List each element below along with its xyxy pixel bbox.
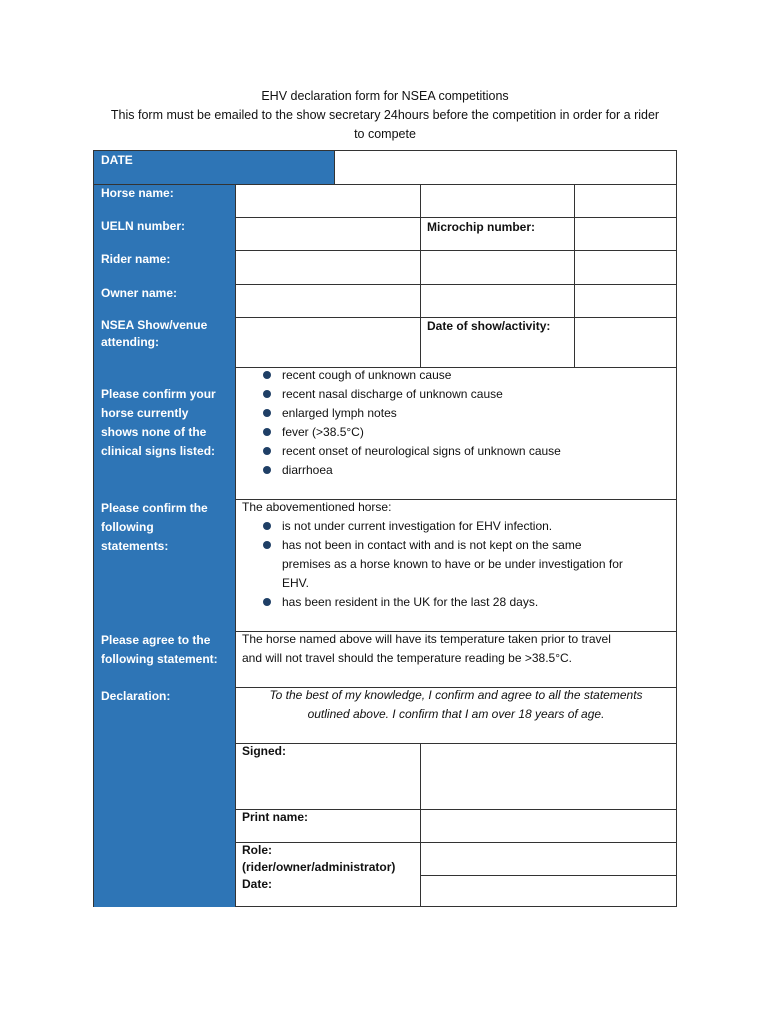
form-subtitle-line1: This form must be emailed to the show secretary 24hours before the competition in order for a rider	[110, 108, 660, 122]
clinical-signs-list	[236, 366, 676, 480]
date-of-show-field[interactable]	[575, 318, 677, 367]
list-item: has been resident in the UK for the last 28 days.	[236, 593, 676, 612]
owner-name-label: Owner name:	[101, 286, 178, 300]
statements-list	[236, 517, 676, 612]
clinical-signs-label: Please confirm your horse currently shows none of the clinical signs listed:	[101, 387, 216, 458]
list-item: enlarged lymph notes	[236, 404, 676, 423]
declaration-text: To the best of my knowledge, I confirm and agree to all the statements outlined above. I confirm that I am over 18 years of age.	[269, 688, 643, 721]
statements-label: Please confirm the following statements:	[101, 501, 208, 553]
rider-name-field[interactable]	[236, 251, 677, 284]
print-name-label: Print name:	[242, 810, 309, 824]
role-field[interactable]	[421, 843, 677, 875]
venue-label: NSEA Show/venue attending:	[101, 318, 208, 349]
venue-field[interactable]	[236, 318, 420, 367]
form-title: EHV declaration form for NSEA competitions	[261, 89, 509, 103]
declaration-form-table	[93, 150, 677, 907]
agree-label: Please agree to the following statement:	[101, 633, 218, 666]
date-signed-field[interactable]	[421, 876, 677, 907]
owner-name-field[interactable]	[236, 285, 677, 317]
horse-name-field[interactable]	[236, 185, 420, 217]
list-item: is not under current investigation for EHV infection.	[236, 517, 676, 536]
horse-name-label: Horse name:	[101, 186, 174, 200]
agree-statement: The horse named above will have its temperature taken prior to travel and will not travel should the temperature reading be >38.5°C.	[242, 632, 611, 665]
date-signed-label: Date:	[242, 877, 273, 891]
list-item: recent onset of neurological signs of unknown cause	[236, 442, 676, 461]
list-item: diarrhoea	[236, 461, 676, 480]
signed-label: Signed:	[242, 744, 286, 758]
date-field[interactable]	[335, 151, 677, 184]
list-item: has not been in contact with and is not kept on the same premises as a horse known to have or be under investigation for EHV.	[236, 536, 676, 593]
date-of-show-label: Date of show/activity:	[427, 319, 551, 333]
microchip-field[interactable]	[575, 218, 677, 250]
role-label: Role: (rider/owner/administrator)	[242, 843, 396, 874]
print-name-field[interactable]	[421, 810, 677, 842]
ueln-label: UELN number:	[101, 219, 185, 233]
list-item: fever (>38.5°C)	[236, 423, 676, 442]
ueln-field[interactable]	[236, 218, 420, 250]
date-label: DATE	[101, 153, 133, 167]
declaration-label: Declaration:	[101, 689, 171, 703]
statements-intro: The abovementioned horse:	[242, 500, 392, 514]
form-header	[60, 87, 710, 144]
signature-field[interactable]	[421, 744, 677, 809]
list-item: recent nasal discharge of unknown cause	[236, 385, 676, 404]
rider-name-label: Rider name:	[101, 252, 171, 266]
list-item: recent cough of unknown cause	[236, 366, 676, 385]
form-subtitle-line2: to compete	[354, 127, 416, 141]
microchip-label: Microchip number:	[427, 220, 536, 234]
